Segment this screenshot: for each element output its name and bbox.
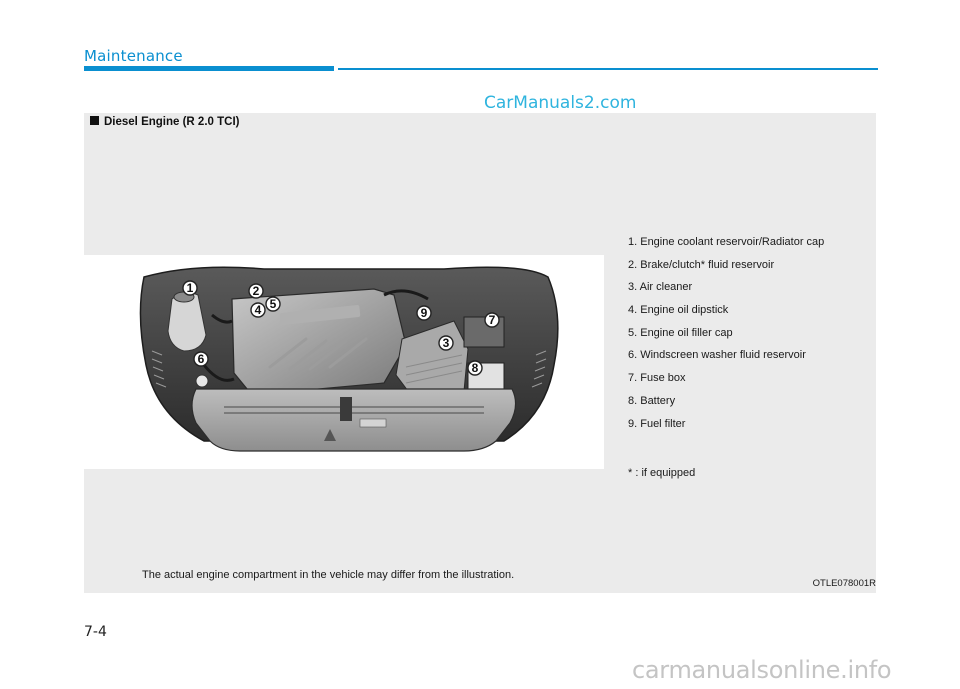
header-rule-thin	[338, 68, 878, 70]
section-title: Maintenance	[84, 47, 183, 65]
legend-item: 4. Engine oil dipstick	[628, 304, 729, 317]
svg-text:6: 6	[197, 352, 205, 366]
callout-9	[417, 306, 431, 320]
svg-text:4: 4	[254, 303, 262, 317]
header-rule-thick	[84, 66, 334, 71]
engine-illustration	[84, 255, 604, 469]
legend-item: 7. Fuse box	[628, 372, 686, 385]
callout-1	[183, 281, 197, 295]
legend-item: 8. Battery	[628, 394, 676, 407]
disclaimer: The actual engine compartment in the vehicle may differ from the illustration.	[142, 569, 515, 581]
legend-item: 3. Air cleaner	[628, 281, 693, 294]
svg-text:7: 7	[488, 313, 496, 327]
page-number: 7-4	[84, 624, 107, 640]
callout-8	[468, 361, 482, 375]
legend-item: 6. Windscreen washer fluid reservoir	[628, 349, 806, 362]
svg-text:5: 5	[269, 297, 277, 311]
engine-compartment-drawing	[84, 255, 604, 469]
watermark-bottom: carmanualsonline.info	[632, 656, 892, 684]
footnote: * : if equipped	[628, 467, 696, 479]
panel-heading-text: Diesel Engine (R 2.0 TCI)	[104, 116, 240, 128]
legend-item: 1. Engine coolant reservoir/Radiator cap	[628, 236, 825, 248]
watermark-top: CarManuals2.com	[484, 93, 637, 113]
square-bullet-icon	[90, 116, 99, 125]
callout-7	[485, 313, 499, 327]
svg-text:8: 8	[471, 361, 479, 375]
svg-text:9: 9	[420, 306, 428, 320]
svg-text:1: 1	[186, 281, 194, 295]
svg-text:2: 2	[252, 284, 260, 298]
callout-6	[194, 352, 208, 366]
legend-item: 2. Brake/clutch* fluid reservoir	[628, 258, 775, 271]
callout-5	[266, 297, 280, 311]
callout-3	[439, 336, 453, 350]
svg-text:3: 3	[442, 336, 450, 350]
engine-panel	[84, 113, 876, 593]
panel-heading	[90, 116, 239, 128]
image-code: OTLE078001R	[812, 578, 876, 589]
callout-4	[251, 303, 265, 317]
callout-2	[249, 284, 263, 298]
component-legend	[628, 237, 824, 441]
legend-item: 5. Engine oil filler cap	[628, 326, 733, 339]
legend-item: 9. Fuel filter	[628, 417, 686, 430]
